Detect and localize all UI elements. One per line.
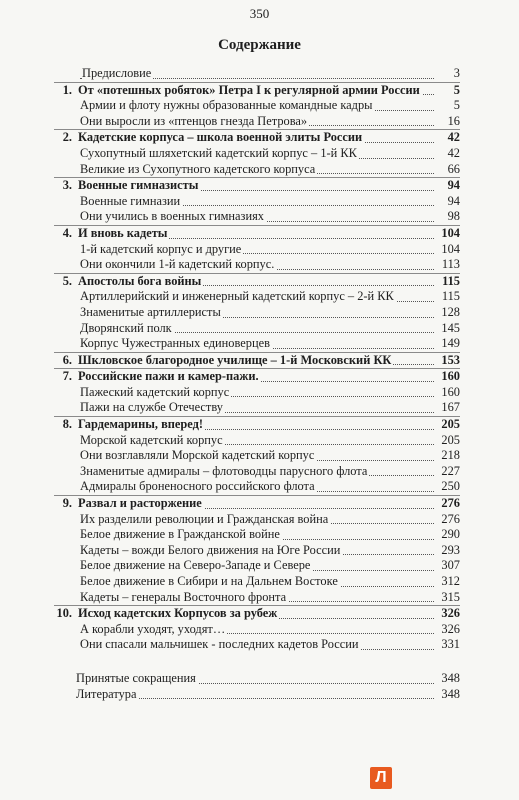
toc-entry-title: Знаменитые адмиралы – флотоводцы парусного флота	[80, 463, 368, 478]
toc-entry-title: Они учились в военных гимназиях	[80, 209, 264, 224]
toc-entry-number: 8.	[62, 417, 72, 432]
toc-entry-page: 104	[438, 242, 460, 258]
toc-entry-page: 227	[438, 464, 460, 480]
toc-entry-title: Российские пажи и камер-пажи.	[78, 369, 259, 384]
toc-entry-page: 115	[439, 289, 460, 305]
toc-entry-page: 276	[438, 512, 460, 528]
toc-entry-page: 167	[438, 400, 460, 416]
toc-entry-page: 290	[438, 527, 460, 543]
toc-entry-page: 16	[445, 114, 460, 130]
toc-entry	[54, 543, 460, 559]
toc-entry-page: 5	[451, 83, 460, 99]
toc-entry-title: А корабли уходят, уходят…	[80, 621, 226, 636]
toc-entry	[54, 687, 460, 703]
toc-entry	[54, 433, 460, 449]
toc-entry-title: Сухопутный шляхетский кадетский корпус – 1-й КК	[80, 145, 357, 160]
toc-entry-title: От «потешных робяток» Петра I к регулярной армии России	[78, 82, 420, 97]
toc-entry-page: 315	[438, 590, 460, 606]
toc-entry-page: 218	[438, 448, 460, 464]
toc-entry-number: 7.	[62, 369, 72, 384]
toc-entry-page: 331	[438, 637, 460, 653]
toc-chapter-entry	[54, 495, 460, 512]
toc-entry-title: Адмиралы броненосного российского флота	[80, 479, 315, 494]
toc-entry-number: 4.	[62, 225, 72, 240]
toc-entry	[54, 512, 460, 528]
toc-entry-title: Апостолы бога войны	[78, 273, 202, 288]
toc-entry-page: 128	[438, 305, 460, 321]
toc-entry	[54, 98, 460, 114]
toc-entry-title: Знаменитые артиллеристы	[80, 304, 221, 319]
toc-entry-page: 276	[438, 496, 460, 512]
toc-chapter-entry	[54, 129, 460, 146]
toc-entry-title: Их разделили революции и Гражданская война	[80, 511, 329, 526]
toc-entry-title: Литература	[76, 686, 137, 701]
toc-entry	[54, 146, 460, 162]
toc-entry-page: 42	[445, 130, 460, 146]
toc-entry-page: 348	[438, 687, 460, 703]
toc-entry	[54, 209, 460, 225]
toc-entry-title: Белое движение на Северо-Западе и Севере	[80, 558, 311, 573]
toc-entry	[54, 448, 460, 464]
toc-entry-page: 104	[438, 226, 460, 242]
toc-chapter-entry	[54, 605, 460, 622]
toc-entry-title: Военные гимназии	[80, 193, 181, 208]
toc-entry-number: 1.	[62, 82, 72, 97]
toc-entry-title: И вновь кадеты	[78, 225, 168, 240]
toc-entry	[54, 527, 460, 543]
toc-entry	[54, 162, 460, 178]
toc-entry	[54, 400, 460, 416]
toc-chapter-entry	[54, 273, 460, 290]
toc-chapter-entry	[54, 82, 460, 99]
toc-entry	[54, 671, 460, 687]
toc-entry-page: 5	[451, 98, 460, 114]
toc-entry-title: 1-й кадетский корпус и другие	[80, 241, 242, 256]
toc-entry-title: Они спасали мальчишек - последних кадетов России	[80, 637, 359, 652]
toc-entry-title: Пажеский кадетский корпус	[80, 384, 230, 399]
toc-entry-page: 115	[439, 274, 460, 290]
toc-entry-page: 326	[438, 622, 460, 638]
toc-chapter-entry	[54, 225, 460, 242]
toc-entry-title: Развал и расторжение	[78, 496, 202, 511]
toc-entry-title: Гардемарины, вперед!	[78, 417, 204, 432]
toc-entry	[54, 336, 460, 352]
toc-entry-page: 293	[438, 543, 460, 559]
toc-entry	[54, 194, 460, 210]
toc-entry-page: 205	[438, 433, 460, 449]
toc-entry	[54, 242, 460, 258]
toc-entry-number: 6.	[62, 352, 72, 367]
toc-entry-page: 94	[445, 194, 460, 210]
toc-entry-page: 42	[445, 146, 460, 162]
toc-entry-page: 250	[438, 479, 460, 495]
toc-entry-title: Они выросли из «птенцов гнезда Петрова»	[80, 113, 308, 128]
toc-entry-title: Белое движение в Сибири и на Дальнем Востоке	[80, 574, 338, 588]
toc-chapter-entry	[54, 352, 460, 369]
toc-entry-number: 10.	[56, 606, 72, 621]
toc-entry-title: Пажи на службе Отечеству	[80, 400, 223, 415]
toc-entry-page: 3	[451, 66, 460, 82]
toc-entry	[54, 305, 460, 321]
toc-entry-title: Они возглавляли Морской кадетский корпус	[80, 448, 315, 463]
toc-entry	[54, 464, 460, 480]
toc-chapter-entry	[54, 416, 460, 433]
toc-entry-page: 348	[438, 671, 460, 687]
toc-entry	[54, 66, 460, 82]
toc-entry-title: Белое движение в Гражданской войне	[80, 527, 280, 542]
toc-entry	[54, 479, 460, 495]
toc-entry-page: 145	[438, 321, 460, 337]
toc-entry-title: Военные гимназисты	[78, 178, 199, 193]
toc-entry	[54, 637, 460, 653]
toc-entry-number: 3.	[62, 178, 72, 193]
toc-entry-number: 9.	[62, 496, 72, 511]
toc-chapter-entry	[54, 177, 460, 194]
page-title: Содержание	[218, 37, 301, 53]
toc-entry-title: Предисловие	[82, 66, 152, 80]
toc-entry-title: Кадетские корпуса – школа военной элиты России	[78, 130, 363, 145]
toc-entry	[54, 622, 460, 638]
toc-entry-page: 160	[438, 385, 460, 401]
toc-entry-title: Великие из Сухопутного кадетского корпуса	[80, 161, 316, 176]
toc-entry	[54, 257, 460, 273]
toc-entry-page: 160	[438, 369, 460, 385]
toc-chapter-entry	[54, 368, 460, 385]
toc-entry	[54, 590, 460, 606]
page-number: 350	[249, 6, 270, 21]
toc-entry-title: Армии и флоту нужны образованные командные кадры	[80, 98, 373, 113]
toc-entry	[54, 558, 460, 574]
toc-entry-page: 98	[445, 209, 460, 225]
toc-entry-number: 5.	[62, 273, 72, 288]
toc-entry-title: Кадеты – генералы Восточного фронта	[80, 589, 287, 604]
toc-entry-title: Шкловское благородное училище – 1-й Московский КК	[78, 352, 392, 367]
toc-entry-number: 2.	[62, 130, 72, 145]
toc-entry	[54, 289, 460, 305]
toc-entry-title: Они окончили 1-й кадетский корпус.	[80, 257, 275, 272]
toc-entry-title: Исход кадетских Корпусов за рубеж	[78, 606, 278, 621]
toc-entry-title: Дворянский полк	[80, 320, 172, 335]
toc-entry-page: 326	[438, 606, 460, 622]
toc-entry-title: Морской кадетский корпус	[80, 432, 223, 447]
toc-entry	[54, 385, 460, 401]
table-of-contents	[54, 66, 460, 702]
toc-entry-page: 66	[445, 162, 460, 178]
toc-entry-page: 94	[445, 178, 460, 194]
toc-entry-page: 113	[439, 257, 460, 273]
toc-entry-title: Корпус Чужестранных единоверцев	[80, 336, 270, 351]
toc-entry-page: 205	[438, 417, 460, 433]
toc-entry-page: 149	[438, 336, 460, 352]
toc-entry	[54, 321, 460, 337]
toc-entry-title: Принятые сокращения	[76, 670, 196, 685]
labirint-logo-icon: Л	[370, 767, 392, 789]
toc-entry-page: 153	[438, 353, 460, 369]
toc-entry	[54, 574, 460, 590]
toc-entry-page: 307	[438, 558, 460, 574]
toc-entry-title: Кадеты – вожди Белого движения на Юге России	[80, 542, 341, 557]
toc-entry-page: 312	[438, 574, 460, 590]
toc-entry-title: Артиллерийский и инженерный кадетский корпус – 2-й КК	[80, 289, 394, 304]
toc-entry	[54, 114, 460, 130]
